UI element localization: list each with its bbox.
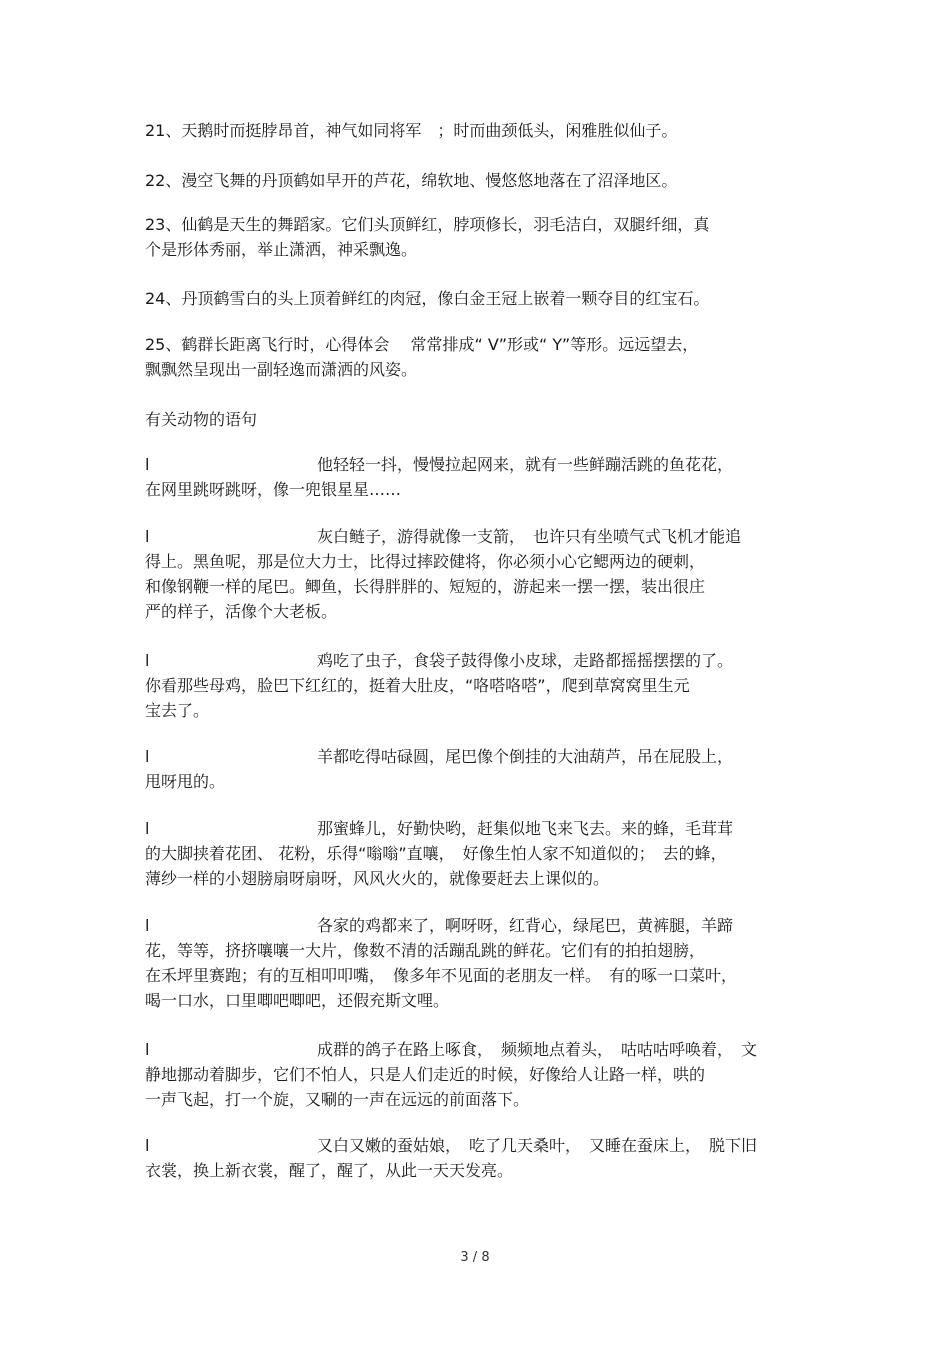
bullet-continuation-line: 严的样子，活像个大老板。 [145, 602, 338, 621]
bullet-first-text: 又白又嫩的蚕姑娘， 吃了几天桑叶， 又睡在蚕床上， 脱下旧 [317, 1136, 758, 1155]
numbered-sentence [145, 118, 813, 143]
bullet-first-text: 鸡吃了虫子，食袋子鼓得像小皮球，走路都摇摇摆摆的了。 [317, 651, 734, 670]
bullet-continuation-line: 薄纱一样的小翅膀扇呀扇呀，风风火火的，就像要赶去上课似的。 [145, 869, 610, 888]
sentence-line: 个是形体秀丽，举止潇洒，神采飘逸。 [145, 240, 418, 259]
numbered-sentence [145, 286, 813, 311]
bullet-paragraph [145, 648, 813, 723]
bullet-continuation-line: 在禾坪里赛跑；有的互相叩叩嘴， 像多年不见面的老朋友一样。 有的啄一口菜叶， [145, 966, 738, 985]
bullet-first-line [145, 913, 813, 938]
bullet-continuation-line: 静地挪动着脚步，它们不怕人，只是人们走近的时候，好像给人让路一样，哄的 [145, 1065, 706, 1084]
bullet-first-line [145, 648, 813, 673]
bullet-continuation-line: 花，等等，挤挤嚷嚷一大片，像数不清的活蹦乱跳的鲜花。它们有的拍拍翅膀， [145, 941, 706, 960]
sentence-line: 24、丹顶鹤雪白的头上顶着鲜红的肉冠，像白金王冠上嵌着一颗夺目的红宝石。 [145, 289, 710, 308]
bullet-marker: l [145, 651, 150, 670]
bullet-first-line [145, 816, 813, 841]
bullet-continuation-line: 得上。黑鱼呢，那是位大力士，比得过摔跤健将，你必须小心它鳃两边的硬刺， [145, 552, 706, 571]
bullet-paragraph [145, 816, 813, 891]
bullet-marker: l [145, 747, 150, 766]
page-number: 3 / 8 [460, 1250, 490, 1265]
bullet-paragraph [145, 452, 813, 502]
bullet-continuation-line: 喝一口水，口里唧吧唧吧，还假充斯文哩。 [145, 991, 450, 1010]
bullet-first-text: 他轻轻一抖，慢慢拉起网来，就有一些鲜蹦活跳的鱼花花， [317, 455, 734, 474]
bullet-first-text: 成群的鸽子在路上啄食， 频频地点着头， 咕咕咕呼唤着， 文 [317, 1040, 758, 1059]
bullet-continuation-line: 甩呀甩的。 [145, 772, 226, 791]
bullet-first-text: 那蜜蜂儿，好勤快哟，赶集似地飞来飞去。来的蜂，毛茸茸 [317, 819, 734, 838]
bullet-first-line [145, 1037, 813, 1062]
sentence-line: 25、鹤群长距离飞行时，心得体会 常常排成“ V”形或“ Y”等形。远远望去， [145, 335, 699, 354]
bullet-continuation-line: 宝去了。 [145, 701, 210, 720]
sentence-line: 22、漫空飞舞的丹顶鹤如早开的芦花，绵软地、慢悠悠地落在了沼泽地区。 [145, 171, 678, 190]
bullet-continuation-line: 你看那些母鸡，脸巴下红红的，挺着大肚皮，“咯嗒咯嗒”，爬到草窝窝里生元 [145, 676, 690, 695]
numbered-sentence [145, 168, 813, 193]
numbered-sentence [145, 332, 813, 382]
bullet-marker: l [145, 819, 150, 838]
bullet-paragraph [145, 1037, 813, 1112]
bullet-first-text: 各家的鸡都来了，啊呀呀，红背心，绿尾巴，黄裤腿，羊蹄 [317, 916, 734, 935]
sentence-line: 飘飘然呈现出一副轻逸而潇洒的风姿。 [145, 360, 418, 379]
bullet-continuation-line: 在网里跳呀跳呀，像一兜银星星…… [145, 480, 402, 499]
numbered-sentence [145, 212, 813, 262]
bullet-first-line [145, 452, 813, 477]
sentence-line: 23、仙鹤是天生的舞蹈家。它们头顶鲜红，脖项修长，羽毛洁白，双腿纤细，真 [145, 215, 710, 234]
bullet-first-line [145, 1133, 813, 1158]
bullet-paragraph [145, 524, 813, 624]
bullet-first-line [145, 524, 813, 549]
bullet-paragraph [145, 744, 813, 794]
bullet-marker: l [145, 527, 150, 546]
bullet-first-line [145, 744, 813, 769]
bullet-marker: l [145, 1040, 150, 1059]
section-heading: 有关动物的语句 [145, 410, 258, 429]
bullet-first-text: 灰白鲢子，游得就像一支箭， 也许只有坐喷气式飞机才能追 [317, 527, 742, 546]
bullet-marker: l [145, 916, 150, 935]
sentence-line: 21、天鹅时而挺脖昂首，神气如同将军 ；时而曲颈低头，闲雅胜似仙子。 [145, 121, 678, 140]
bullet-continuation-line: 的大脚挟着花团、 花粉，乐得“嗡嗡”直嚷， 好像生怕人家不知道似的； 去的蜂， [145, 844, 727, 863]
bullet-first-text: 羊都吃得咕碌圆，尾巴像个倒挂的大油葫芦，吊在屁股上， [317, 747, 734, 766]
bullet-continuation-line: 一声飞起，打一个旋，又唰的一声在远远的前面落下。 [145, 1090, 530, 1109]
bullet-paragraph [145, 913, 813, 1013]
bullet-continuation-line: 和像钢鞭一样的尾巴。鲫鱼，长得胖胖的、短短的，游起来一摆一摆，装出很庄 [145, 577, 706, 596]
bullet-marker: l [145, 455, 150, 474]
bullet-continuation-line: 衣裳，换上新衣裳，醒了，醒了，从此一天天发亮。 [145, 1161, 514, 1180]
bullet-marker: l [145, 1136, 150, 1155]
bullet-paragraph [145, 1133, 813, 1183]
